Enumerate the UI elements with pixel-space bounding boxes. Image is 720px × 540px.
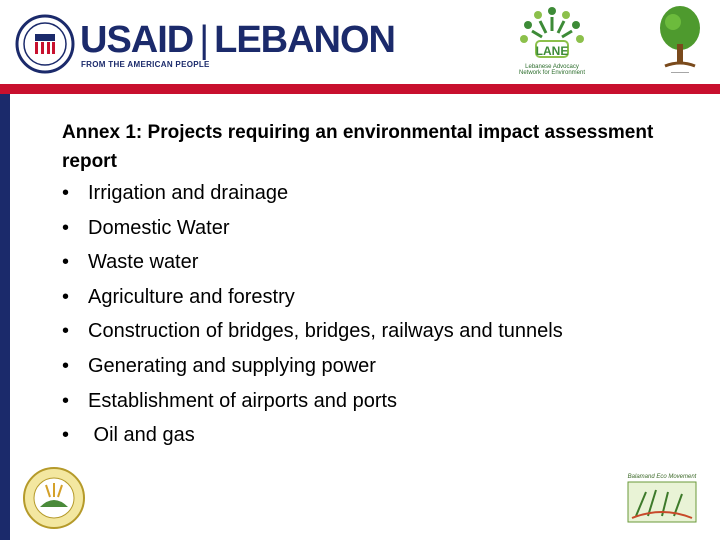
- brand-wordmark: [80, 20, 395, 60]
- bullet: •: [62, 182, 70, 204]
- brand-divider: |: [199, 19, 209, 61]
- lane-name: LANE: [535, 44, 569, 58]
- list-item: • Construction of bridges, bridges, railways and tunnels: [62, 314, 702, 349]
- brand-subtitle: FROM THE AMERICAN PEOPLE: [81, 60, 210, 69]
- bullet: •: [62, 320, 70, 343]
- list-item: • Waste water: [62, 245, 702, 280]
- header: [0, 0, 720, 84]
- project-list: [62, 176, 702, 453]
- tree-logo-icon: [655, 4, 705, 76]
- usaid-seal-icon: [15, 14, 75, 74]
- header-red-bar: [0, 84, 720, 94]
- list-item: • Establishment of airports and ports: [62, 384, 702, 419]
- list-item: • Generating and supplying power: [62, 349, 702, 384]
- bullet: •: [62, 389, 70, 412]
- list-item: • Domestic Water: [62, 211, 702, 246]
- slide-content: [62, 118, 702, 453]
- list-item: • Irrigation and drainage: [62, 176, 702, 211]
- tree-logo-caption: ―――: [671, 70, 689, 76]
- bullet: •: [62, 285, 70, 308]
- list-item: • Agriculture and forestry: [62, 280, 702, 315]
- list-item: • Oil and gas: [62, 418, 702, 453]
- left-navy-bar: [0, 94, 10, 540]
- lane-tagline: Lebanese Advocacy Network for Environment: [518, 64, 586, 76]
- eco-logo-text: Balamand Eco Movement: [627, 474, 697, 480]
- university-seal-icon: [22, 463, 86, 533]
- brand-usaid: USAID: [80, 19, 194, 61]
- brand-lebanon: LEBANON: [214, 19, 395, 61]
- bullet: •: [62, 251, 70, 274]
- slide-title: Annex 1: Projects requiring an environmental impact assessment report: [62, 122, 654, 172]
- bullet: •: [62, 354, 70, 377]
- bullet: •: [62, 216, 70, 239]
- bullet: •: [62, 424, 70, 447]
